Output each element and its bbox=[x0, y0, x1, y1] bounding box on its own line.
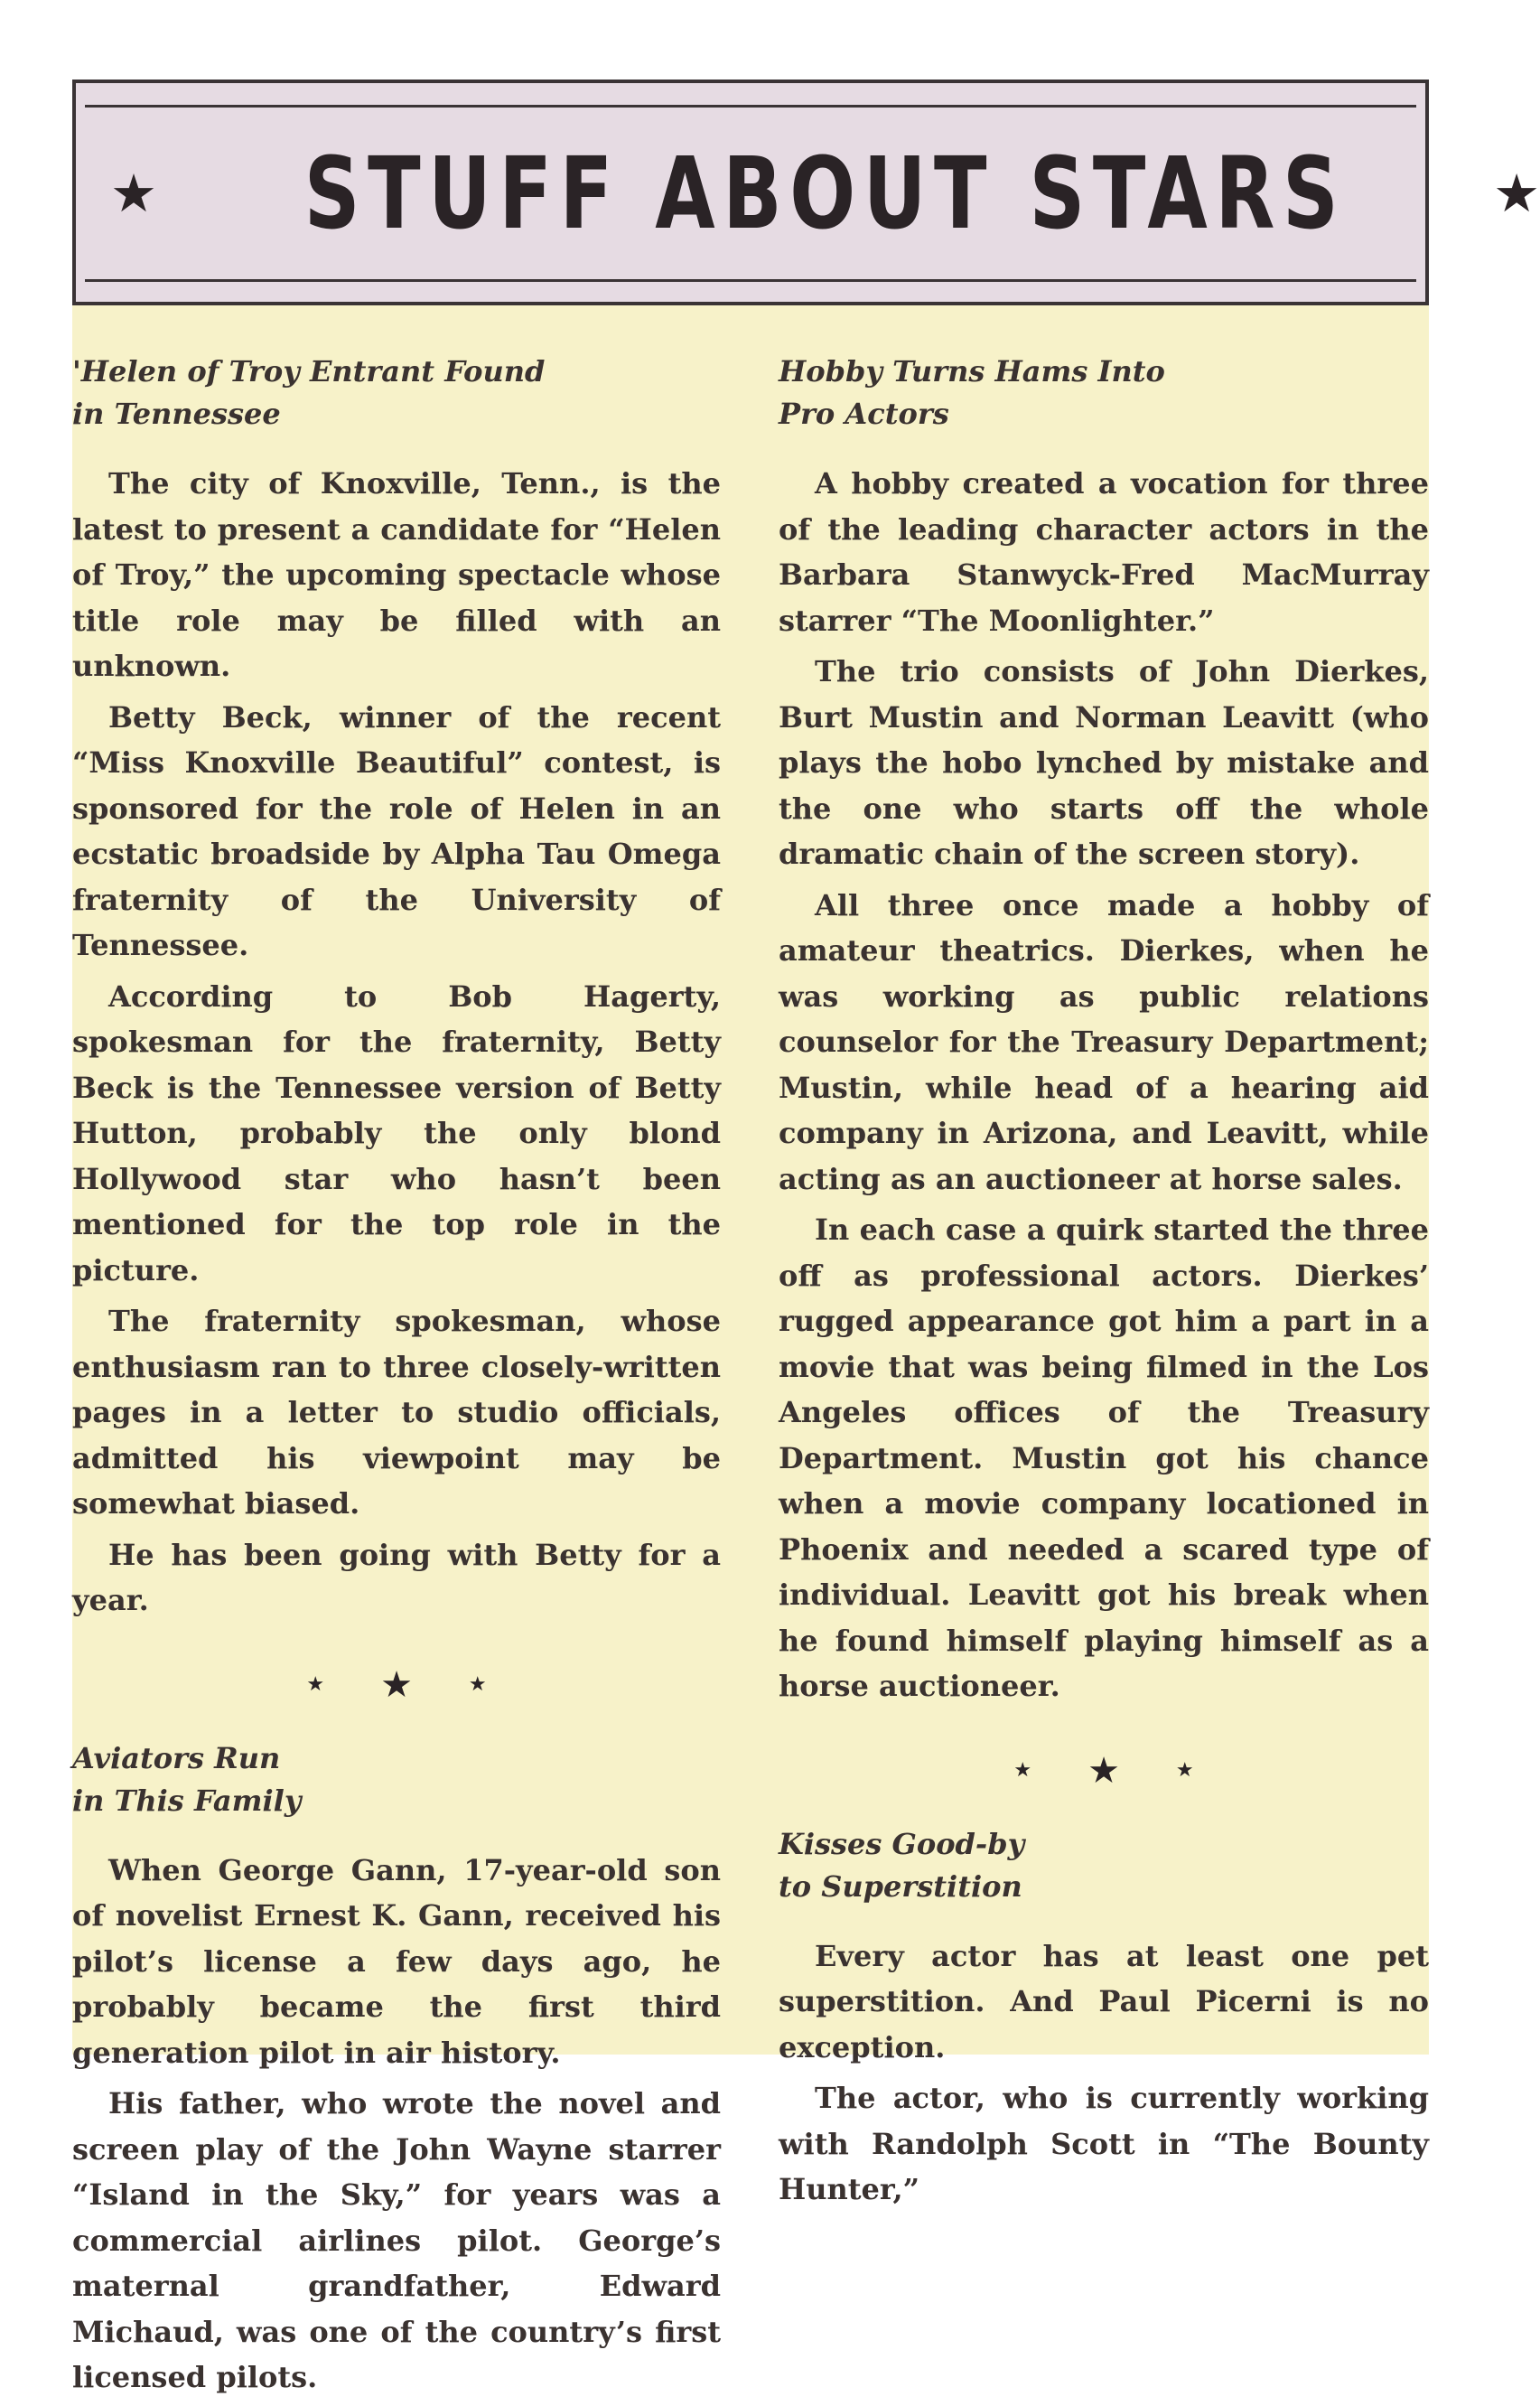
star-left-icon: ★ bbox=[110, 163, 157, 224]
article-paragraph: The fraternity spokesman, whose enthusiasm ran to three closely-written pages in a letter to studio officials, admitted his viewpoint may be somewhat biased. bbox=[72, 1304, 721, 1521]
article-paragraph: All three once made a hobby of amateur theatrics. Dierkes, when he was working as public relations counselor for the Treasury Department; Mustin, while head of a hearing aid company in Arizona, and Leavitt, while acting as an auctioneer at horse sales. bbox=[779, 887, 1429, 1196]
star-divider bbox=[779, 1715, 1429, 1823]
magazine-page bbox=[72, 80, 1540, 2394]
heading-line: in This Family bbox=[72, 1783, 302, 1818]
article-paragraph: In each case a quirk started the three off as professional actors. Dierkes’ rugged appearance got him a part in a movie that was being filmed in the Los Angeles offices of the Treasury Department. Mustin got his chance when a movie company locationed in Phoenix and needed a scared type of individual. Leavitt got his break when he found himself playing himself as a horse auctioneer. bbox=[779, 1212, 1429, 1703]
left-column bbox=[72, 351, 721, 2406]
page-title: STUFF ABOUT STARS bbox=[303, 136, 1347, 251]
article-heading bbox=[779, 1823, 1429, 1908]
title-banner-inner bbox=[85, 105, 1540, 282]
star-right-icon: ★ bbox=[1493, 163, 1540, 224]
article-heading bbox=[779, 351, 1429, 435]
heading-line: Pro Actors bbox=[779, 397, 949, 431]
heading-line: 'Helen of Troy Entrant Found bbox=[72, 354, 546, 389]
article-paragraph: The trio consists of John Dierkes, Burt Mustin and Norman Leavitt (who plays the hobo lynched by mistake and the one who starts off the whole dramatic chain of the screen story). bbox=[779, 654, 1429, 871]
star-small-icon: ★ bbox=[1175, 1758, 1194, 1782]
article-heading bbox=[72, 351, 721, 435]
article-paragraph: According to Bob Hagerty, spokesman for the fraternity, Betty Beck is the Tennessee version of Betty Hutton, probably the only blond Hollywood star who hasn’t been mentioned for the top role in the picture. bbox=[72, 978, 721, 1287]
article-aviators bbox=[72, 1737, 721, 2401]
star-divider bbox=[72, 1629, 721, 1737]
heading-line: in Tennessee bbox=[72, 397, 281, 431]
star-big-icon: ★ bbox=[1087, 1749, 1120, 1792]
article-paragraph: A hobby created a vocation for three of the leading character actors in the Barbara Stanwyck-Fred MacMurray starrer “The Moonlighter.” bbox=[779, 466, 1429, 638]
star-small-icon: ★ bbox=[468, 1672, 487, 1696]
star-small-icon: ★ bbox=[1013, 1758, 1032, 1782]
article-paragraph: Betty Beck, winner of the recent “Miss Knoxville Beautiful” contest, is sponsored for the role of Helen in an ecstatic broadside by Alpha Tau Omega fraternity of the University of Tennessee. bbox=[72, 699, 721, 962]
article-kisses-goodby bbox=[779, 1823, 1429, 2213]
heading-line: to Superstition bbox=[779, 1868, 1022, 1904]
article-helen-of-troy bbox=[72, 351, 721, 1624]
article-paragraph: The actor, who is currently working with Randolph Scott in “The Bounty Hunter,” bbox=[779, 2081, 1429, 2206]
article-heading bbox=[72, 1737, 721, 1822]
title-banner bbox=[72, 80, 1540, 305]
article-paragraph: When George Gann, 17-year-old son of novelist Ernest K. Gann, received his pilot’s license a few days ago, he probably became the first third generation pilot in air history. bbox=[72, 1852, 721, 2070]
heading-line: Hobby Turns Hams Into bbox=[779, 354, 1165, 389]
heading-line: Aviators Run bbox=[72, 1740, 281, 1775]
right-column bbox=[779, 351, 1429, 2218]
heading-line: Kisses Good-by bbox=[779, 1826, 1025, 1861]
article-hobby-hams bbox=[779, 351, 1429, 1709]
article-paragraph: His father, who wrote the novel and screen play of the John Wayne starrer “Island in the Sky,” for years was a commercial airlines pilot. George’s maternal grandfather, Edward Michaud, was one of the country’s first licensed pilots. bbox=[72, 2086, 721, 2394]
article-paragraph: The city of Knoxville, Tenn., is the latest to present a candidate for “Helen of Troy,” the upcoming spectacle whose title role may be filled with an unknown. bbox=[72, 466, 721, 683]
star-big-icon: ★ bbox=[380, 1663, 413, 1706]
article-paragraph: He has been going with Betty for a year. bbox=[72, 1537, 721, 1617]
star-small-icon: ★ bbox=[306, 1672, 325, 1696]
article-paragraph: Every actor has at least one pet superstition. And Paul Picerni is no exception. bbox=[779, 1938, 1429, 2064]
